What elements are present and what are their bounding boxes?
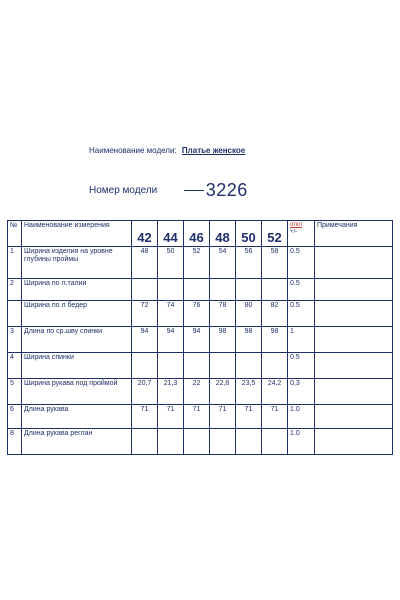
measurements-table	[7, 220, 393, 455]
row-value: 98	[262, 327, 288, 353]
header-tolerance-sign: +/-	[290, 228, 298, 235]
row-value: 22	[184, 379, 210, 405]
row-note	[315, 327, 393, 353]
row-value	[132, 429, 158, 455]
row-name: Длина рукава реглан	[22, 429, 132, 455]
row-value: 94	[158, 327, 184, 353]
row-value: 71	[210, 405, 236, 429]
row-note	[315, 301, 393, 327]
row-name: Ширина по л бедер	[22, 301, 132, 327]
row-value: 22,8	[210, 379, 236, 405]
row-value: 72	[132, 301, 158, 327]
row-note	[315, 429, 393, 455]
model-name-line	[89, 146, 245, 155]
table-row	[8, 405, 393, 429]
row-note	[315, 379, 393, 405]
row-value: 78	[210, 301, 236, 327]
row-tolerance: 0.5	[288, 301, 315, 327]
row-value: 71	[184, 405, 210, 429]
header-size: 44	[158, 221, 184, 247]
row-note	[315, 279, 393, 301]
row-tolerance: 1	[288, 327, 315, 353]
row-note	[315, 353, 393, 379]
row-tolerance: 0.5	[288, 353, 315, 379]
header-tolerance	[288, 221, 315, 247]
row-value: 56	[236, 247, 262, 279]
table-row	[8, 279, 393, 301]
row-tolerance: 0.5	[288, 279, 315, 301]
table-row	[8, 429, 393, 455]
row-value	[210, 279, 236, 301]
row-note	[315, 247, 393, 279]
header-size: 48	[210, 221, 236, 247]
row-value	[236, 279, 262, 301]
row-value: 54	[210, 247, 236, 279]
row-num: 8	[8, 429, 22, 455]
row-value: 71	[158, 405, 184, 429]
model-number-value: 3226	[205, 180, 248, 200]
table-row	[8, 353, 393, 379]
row-num: 3	[8, 327, 22, 353]
row-tolerance: 1.0	[288, 429, 315, 455]
row-note	[315, 405, 393, 429]
row-tolerance: 0.5	[288, 247, 315, 279]
row-value	[210, 429, 236, 455]
header-size: 52	[262, 221, 288, 247]
header-size: 46	[184, 221, 210, 247]
row-num: 1	[8, 247, 22, 279]
row-value: 71	[236, 405, 262, 429]
row-value: 80	[236, 301, 262, 327]
row-value: 58	[262, 247, 288, 279]
row-value: 71	[262, 405, 288, 429]
table-row	[8, 327, 393, 353]
model-name-label: Наименование модели:	[89, 146, 177, 155]
header-notes: Примечания	[315, 221, 393, 247]
row-value	[184, 429, 210, 455]
row-num	[8, 301, 22, 327]
row-name: Ширина по л.талии	[22, 279, 132, 301]
row-value	[262, 279, 288, 301]
row-value	[132, 353, 158, 379]
row-value: 74	[158, 301, 184, 327]
row-value	[184, 353, 210, 379]
row-value	[236, 429, 262, 455]
row-name: Длина по ср.шву спинки	[22, 327, 132, 353]
row-name: Ширина изделия на уровне глубины проймы	[22, 247, 132, 279]
row-value	[132, 279, 158, 301]
row-value	[158, 429, 184, 455]
row-tolerance: 1.0	[288, 405, 315, 429]
row-num: 2	[8, 279, 22, 301]
row-name: Ширина рукава под проймой	[22, 379, 132, 405]
table-row	[8, 379, 393, 405]
model-number-line	[89, 180, 248, 201]
row-value	[184, 279, 210, 301]
row-value: 82	[262, 301, 288, 327]
row-value: 24,2	[262, 379, 288, 405]
row-value	[236, 353, 262, 379]
header-measure: Наименование измерения	[22, 221, 132, 247]
row-value: 94	[132, 327, 158, 353]
row-value: 23,5	[236, 379, 262, 405]
row-value: 21,3	[158, 379, 184, 405]
row-name: Ширина спинки	[22, 353, 132, 379]
header-num: №	[8, 221, 22, 247]
row-value	[158, 353, 184, 379]
row-tolerance: 0,3	[288, 379, 315, 405]
row-value	[158, 279, 184, 301]
header-row	[8, 221, 393, 247]
row-name: Длина рукава	[22, 405, 132, 429]
row-value: 76	[184, 301, 210, 327]
row-value: 48	[132, 247, 158, 279]
row-num: 5	[8, 379, 22, 405]
row-value	[262, 353, 288, 379]
row-value: 20,7	[132, 379, 158, 405]
row-num: 6	[8, 405, 22, 429]
row-value: 50	[158, 247, 184, 279]
row-value: 98	[210, 327, 236, 353]
model-name-value: Платье женское	[181, 146, 246, 155]
row-value: 52	[184, 247, 210, 279]
header-size: 50	[236, 221, 262, 247]
row-value	[262, 429, 288, 455]
header-size: 42	[132, 221, 158, 247]
row-value: 98	[236, 327, 262, 353]
model-number-label: Номер модели	[89, 185, 158, 196]
header-tolerance-label: откл	[290, 222, 303, 228]
row-num: 4	[8, 353, 22, 379]
row-value: 94	[184, 327, 210, 353]
row-value	[210, 353, 236, 379]
model-number-underline	[184, 190, 204, 191]
table-row	[8, 247, 393, 279]
row-value: 71	[132, 405, 158, 429]
table-row	[8, 301, 393, 327]
